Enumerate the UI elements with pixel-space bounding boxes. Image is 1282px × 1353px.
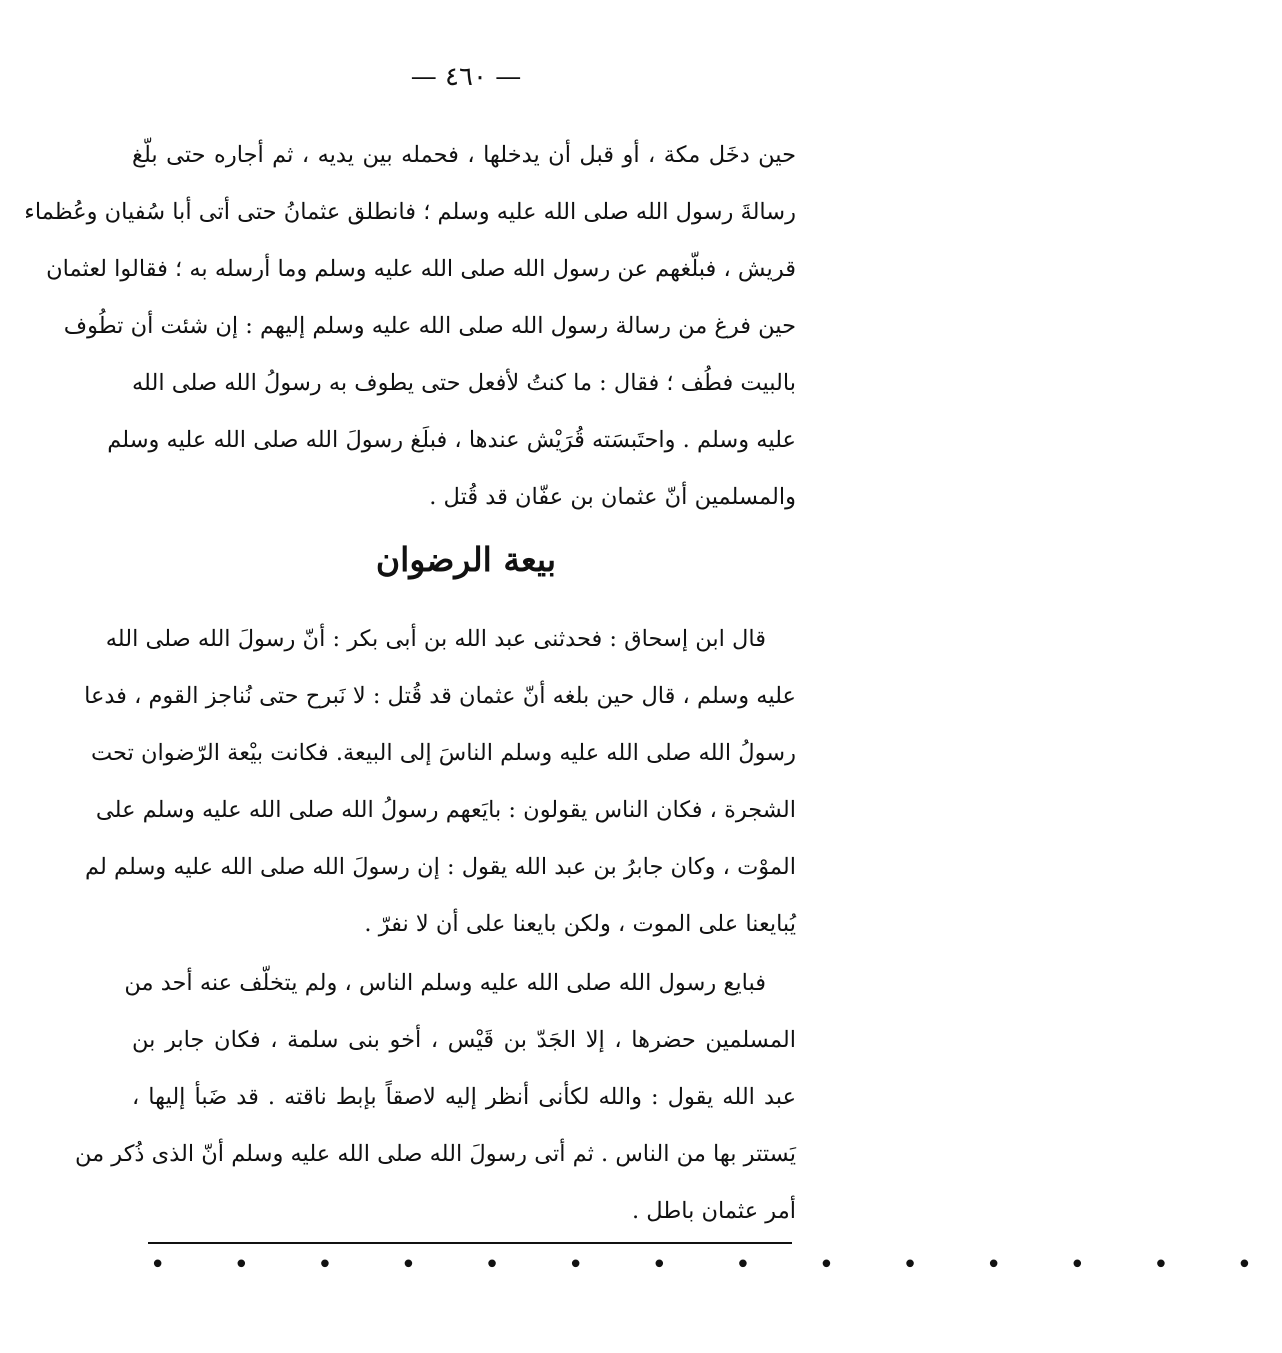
- text-line: قال ابن إسحاق : فحدثنى عبد الله بن أبى بكر : أنّ رسولَ الله صلى الله: [105, 626, 766, 652]
- paragraph-3: [74, 955, 796, 1240]
- text-line: عليه وسلم ، قال حين بلغه أنّ عثمان قد قُتل : لا نَبرح حتى نُناجز القوم ، فدعا: [84, 683, 796, 709]
- text-line: حين فرغ من رسالة رسول الله صلى الله عليه وسلم إليهم : إن شئت أن تطُوف: [63, 313, 796, 339]
- text-line: فبايع رسول الله صلى الله عليه وسلم الناس ، ولم يتخلّف عنه أحد من: [124, 970, 766, 996]
- text-line: حين دخَل مكة ، أو قبل أن يدخلها ، فحمله بين يديه ، ثم أجاره حتى بلّغ: [132, 142, 796, 168]
- paragraph-2: [84, 611, 796, 953]
- text-line: عليه وسلم . واحتَبسَته قُرَيْش عندها ، فبلَغ رسولَ الله صلى الله عليه وسلم: [107, 427, 796, 453]
- footer-dots: • • • • • • • • • • • • • •: [150, 1250, 1282, 1280]
- text-line: بالبيت فطُف ؛ فقال : ما كنتُ لأفعل حتى يطوف به رسولُ الله صلى الله: [131, 370, 796, 396]
- text-line: المسلمين حضرها ، إلا الجَدّ بن قَيْس ، أخو بنى سلمة ، فكان جابر بن: [132, 1027, 796, 1053]
- text-line: الشجرة ، فكان الناس يقولون : بايَعهم رسولُ الله صلى الله عليه وسلم على: [95, 797, 796, 823]
- text-line: أمر عثمان باطل .: [632, 1198, 796, 1224]
- text-line: والمسلمين أنّ عثمان بن عفّان قد قُتل .: [429, 484, 796, 510]
- text-line: يُبايعنا على الموت ، ولكن بايعنا على أن لا نفرّ .: [364, 911, 796, 937]
- text-line: يَستتر بها من الناس . ثم أتى رسولَ الله صلى الله عليه وسلم أنّ الذى ذُكر من: [74, 1141, 796, 1167]
- footer-divider: [148, 1242, 792, 1244]
- section-heading: بيعة الرضوان: [375, 540, 557, 579]
- text-line: عبد الله يقول : والله لكأنى أنظر إليه لاصقاً بإبط ناقته . قد ضَبأ إليها ،: [132, 1084, 796, 1110]
- text-line: رسالةَ رسول الله صلى الله عليه وسلم ؛ فانطلق عثمانُ حتى أتى أبا سُفيان وعُظماء: [24, 199, 796, 225]
- paragraph-1: [24, 127, 796, 526]
- page-number: — ٤٦٠ —: [410, 62, 522, 92]
- text-line: الموْت ، وكان جابرُ بن عبد الله يقول : إن رسولَ الله صلى الله عليه وسلم لم: [85, 854, 796, 880]
- text-line: قريش ، فبلّغهم عن رسول الله صلى الله عليه وسلم وما أرسله به ؛ فقالوا لعثمان: [46, 256, 796, 282]
- text-line: رسولُ الله صلى الله عليه وسلم الناسَ إلى البيعة. فكانت بيْعة الرّضوان تحت: [90, 740, 796, 766]
